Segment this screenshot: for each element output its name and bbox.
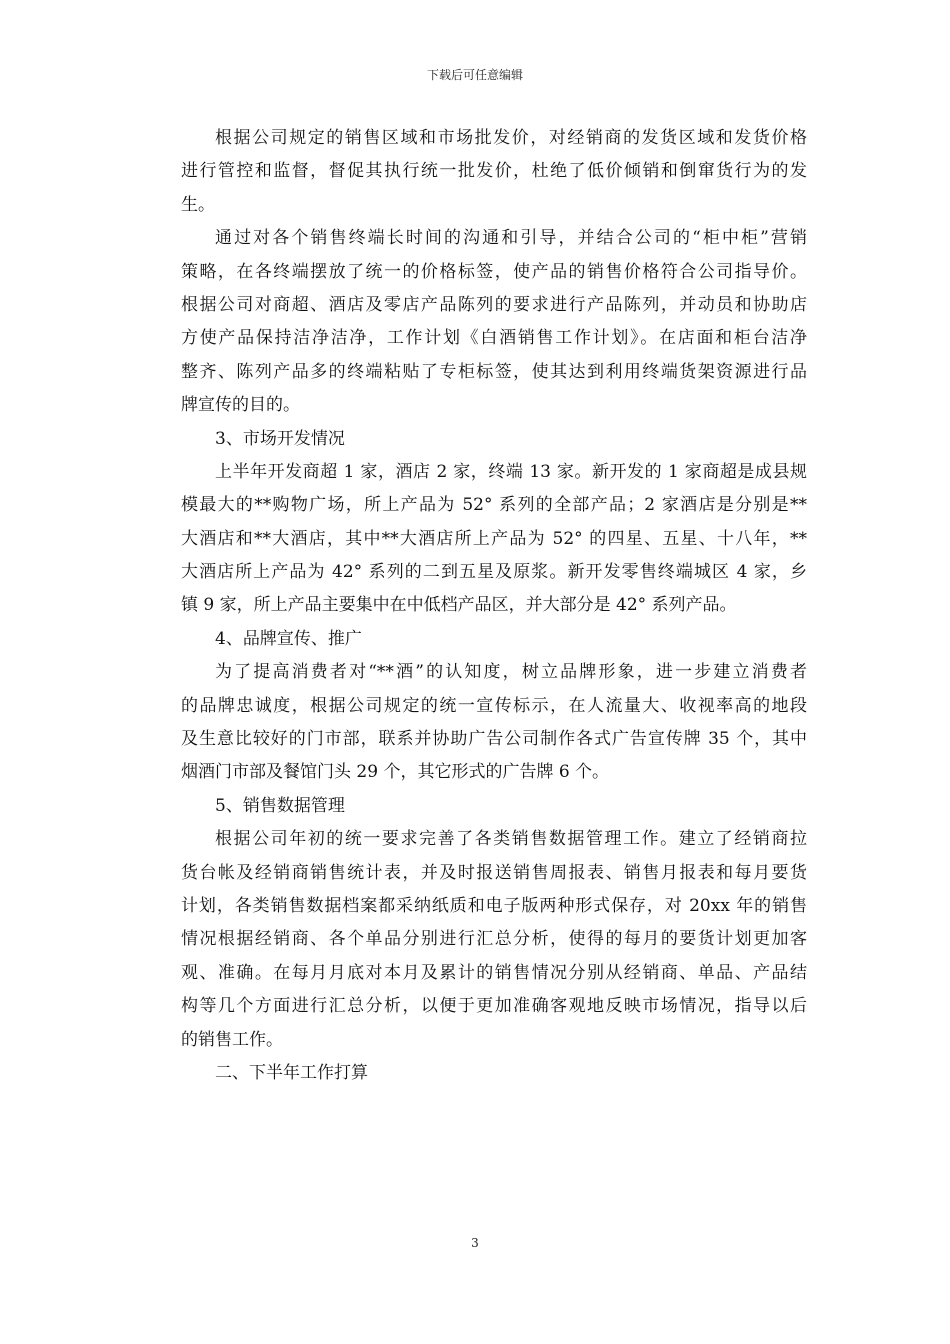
section-heading: 二、下半年工作打算: [215, 1062, 368, 1083]
text-line: 大酒店和**大酒店，其中**大酒店所上产品为 52° 的四星、五星、十八年，**: [181, 528, 807, 549]
text-line: 为了提高消费者对“**酒”的认知度，树立品牌形象，进一步建立消费者: [215, 662, 807, 683]
text-line: 方使产品保持洁净洁净，工作计划《白酒销售工作计划》。在店面和柜台洁净: [181, 328, 807, 349]
text-line: 的品牌忠诚度，根据公司规定的统一宣传标示，在人流量大、收视率高的地段: [181, 695, 807, 716]
page-number: 3: [471, 1236, 479, 1250]
paragraph-price-control: [147, 122, 807, 222]
section-heading-sales-data: [147, 790, 807, 823]
text-line: 整齐、陈列产品多的终端粘贴了专柜标签，使其达到利用终端货架资源进行品: [181, 361, 807, 382]
text-line: 根据公司年初的统一要求完善了各类销售数据管理工作。建立了经销商拉: [215, 829, 807, 850]
section-heading: 3、市场开发情况: [215, 428, 345, 449]
section-heading: 4、品牌宣传、推广: [215, 628, 362, 649]
text-line: 构等几个方面进行汇总分析，以便于更加准确客观地反映市场情况，指导以后: [181, 996, 807, 1017]
text-line: 大酒店所上产品为 42° 系列的二到五星及原浆。新开发零售终端城区 4 家，乡: [181, 562, 807, 583]
text-line: 货台帐及经销商销售统计表，并及时报送销售周报表、销售月报表和每月要货: [181, 862, 807, 883]
text-line: 根据公司规定的销售区域和市场批发价，对经销商的发货区域和发货价格: [215, 128, 807, 148]
text-line: 通过对各个销售终端长时间的沟通和引导，并结合公司的“柜中柜”营销: [215, 228, 807, 249]
paragraph-sales-data: [147, 823, 807, 1057]
paragraph-market-development: [147, 456, 807, 623]
text-line: 镇 9 家，所上产品主要集中在中低档产品区，并大部分是 42° 系列产品。: [181, 595, 737, 616]
page-header: 下载后可任意编辑: [426, 68, 523, 82]
text-line: 观、准确。在每月月底对本月及累计的销售情况分别从经销商、单品、产品结: [181, 962, 807, 983]
text-line: 上半年开发商超 1 家，酒店 2 家，终端 13 家。新开发的 1 家商超是成县规: [215, 461, 807, 482]
text-line: 策略，在各终端摆放了统一的价格标签，使产品的销售价格符合公司指导价。: [181, 261, 807, 282]
text-line: 情况根据经销商、各个单品分别进行汇总分析，使得的每月的要货计划更加客: [181, 929, 807, 950]
paragraph-terminal-display: [147, 222, 807, 422]
section-heading-brand-promotion: [147, 623, 807, 656]
document-body: [147, 122, 807, 1090]
text-line: 烟酒门市部及餐馆门头 29 个，其它形式的广告牌 6 个。: [181, 762, 610, 783]
text-line: 及生意比较好的门市部，联系并协助广告公司制作各式广告宣传牌 35 个，其中: [181, 729, 807, 750]
section-heading-market-development: [147, 423, 807, 456]
section-heading: 5、销售数据管理: [215, 795, 345, 816]
paragraph-brand-promotion: [147, 656, 807, 790]
section-heading-second-half-plan: [147, 1057, 807, 1090]
text-line: 的销售工作。: [181, 1029, 283, 1050]
text-line: 模最大的**购物广场，所上产品为 52° 系列的全部产品；2 家酒店是分别是**: [181, 495, 807, 516]
text-line: 牌宣传的目的。: [181, 395, 300, 416]
text-line: 生。: [181, 194, 215, 215]
text-line: 根据公司对商超、酒店及零店产品陈列的要求进行产品陈列，并动员和协助店: [181, 294, 807, 315]
text-line: 进行管控和监督，督促其执行统一批发价，杜绝了低价倾销和倒窜货行为的发: [181, 161, 807, 182]
text-line: 计划，各类销售数据档案都采纳纸质和电子版两种形式保存，对 20xx 年的销售: [181, 895, 807, 916]
